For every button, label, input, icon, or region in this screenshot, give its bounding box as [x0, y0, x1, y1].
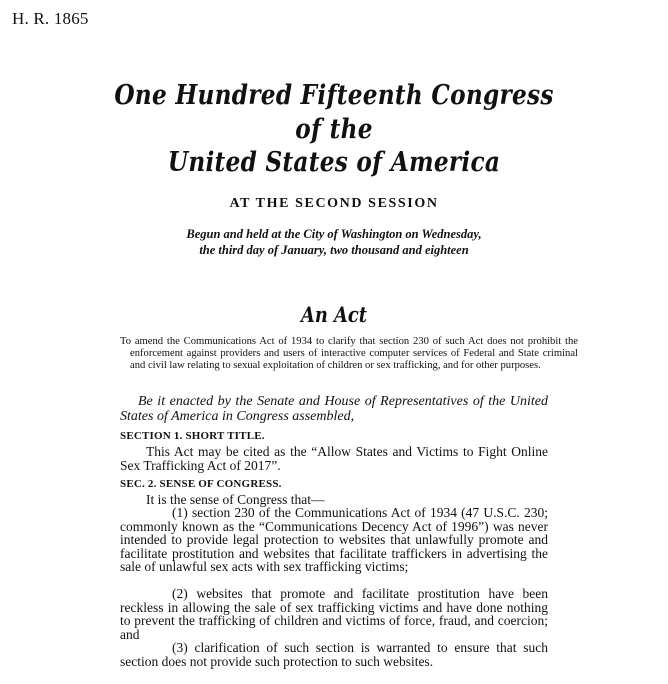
begun-line1: Begun and held at the City of Washington on Wednesday, [186, 227, 482, 241]
section-2-heading: SEC. 2. SENSE OF CONGRESS. [120, 478, 282, 490]
section-2-intro: It is the sense of Congress that— [146, 492, 325, 507]
section-2-paragraph-1: (1) section 230 of the Communications Act of 1934 (47 U.S.C. 230; commonly known as the “Communications Decency Act of 1996”) was never intended to provide legal protection to websites that unlawfully promote and facilitate prostitution and websites that facilitate traffickers in advertising the sale of unlawful sex acts with sex trafficking victims; [120, 505, 548, 575]
act-purpose: To amend the Communications Act of 1934 to clarify that section 230 of such Act does not prohibit the enforcement against providers and users of interactive computer services of Federal and State criminal and civil law relating to sexual exploitation of children or sex trafficking, and for other purposes. [120, 336, 578, 372]
enacting-clause: Be it enacted by the Senate and House of Representatives of the United States of America in Congress assembled, [120, 394, 548, 424]
section-2-paragraph-2: (2) websites that promote and facilitate prostitution have been reckless in allowing the sale of sex trafficking victims and have done nothing to prevent the trafficking of children and victims of force, fraud, and coercion; and [120, 586, 548, 642]
congress-title-line2: of the [295, 114, 373, 145]
section-2-paragraph-3: (3) clarification of such section is warranted to ensure that such section does not provide such protection to such websites. [120, 640, 548, 669]
act-heading: An Act [300, 302, 368, 327]
congress-title-line3: United States of America [167, 147, 501, 178]
congress-title-line1: One Hundred Fifteenth Congress [114, 80, 554, 111]
bill-number: H. R. 1865 [12, 9, 89, 28]
section-1-text: This Act may be cited as the “Allow States and Victims to Fight Online Sex Trafficking Act of 2017”. [120, 444, 548, 473]
section-1-heading: SECTION 1. SHORT TITLE. [120, 430, 265, 442]
begun-line2: the third day of January, two thousand and eighteen [199, 243, 469, 257]
session-label: AT THE SECOND SESSION [229, 196, 439, 211]
